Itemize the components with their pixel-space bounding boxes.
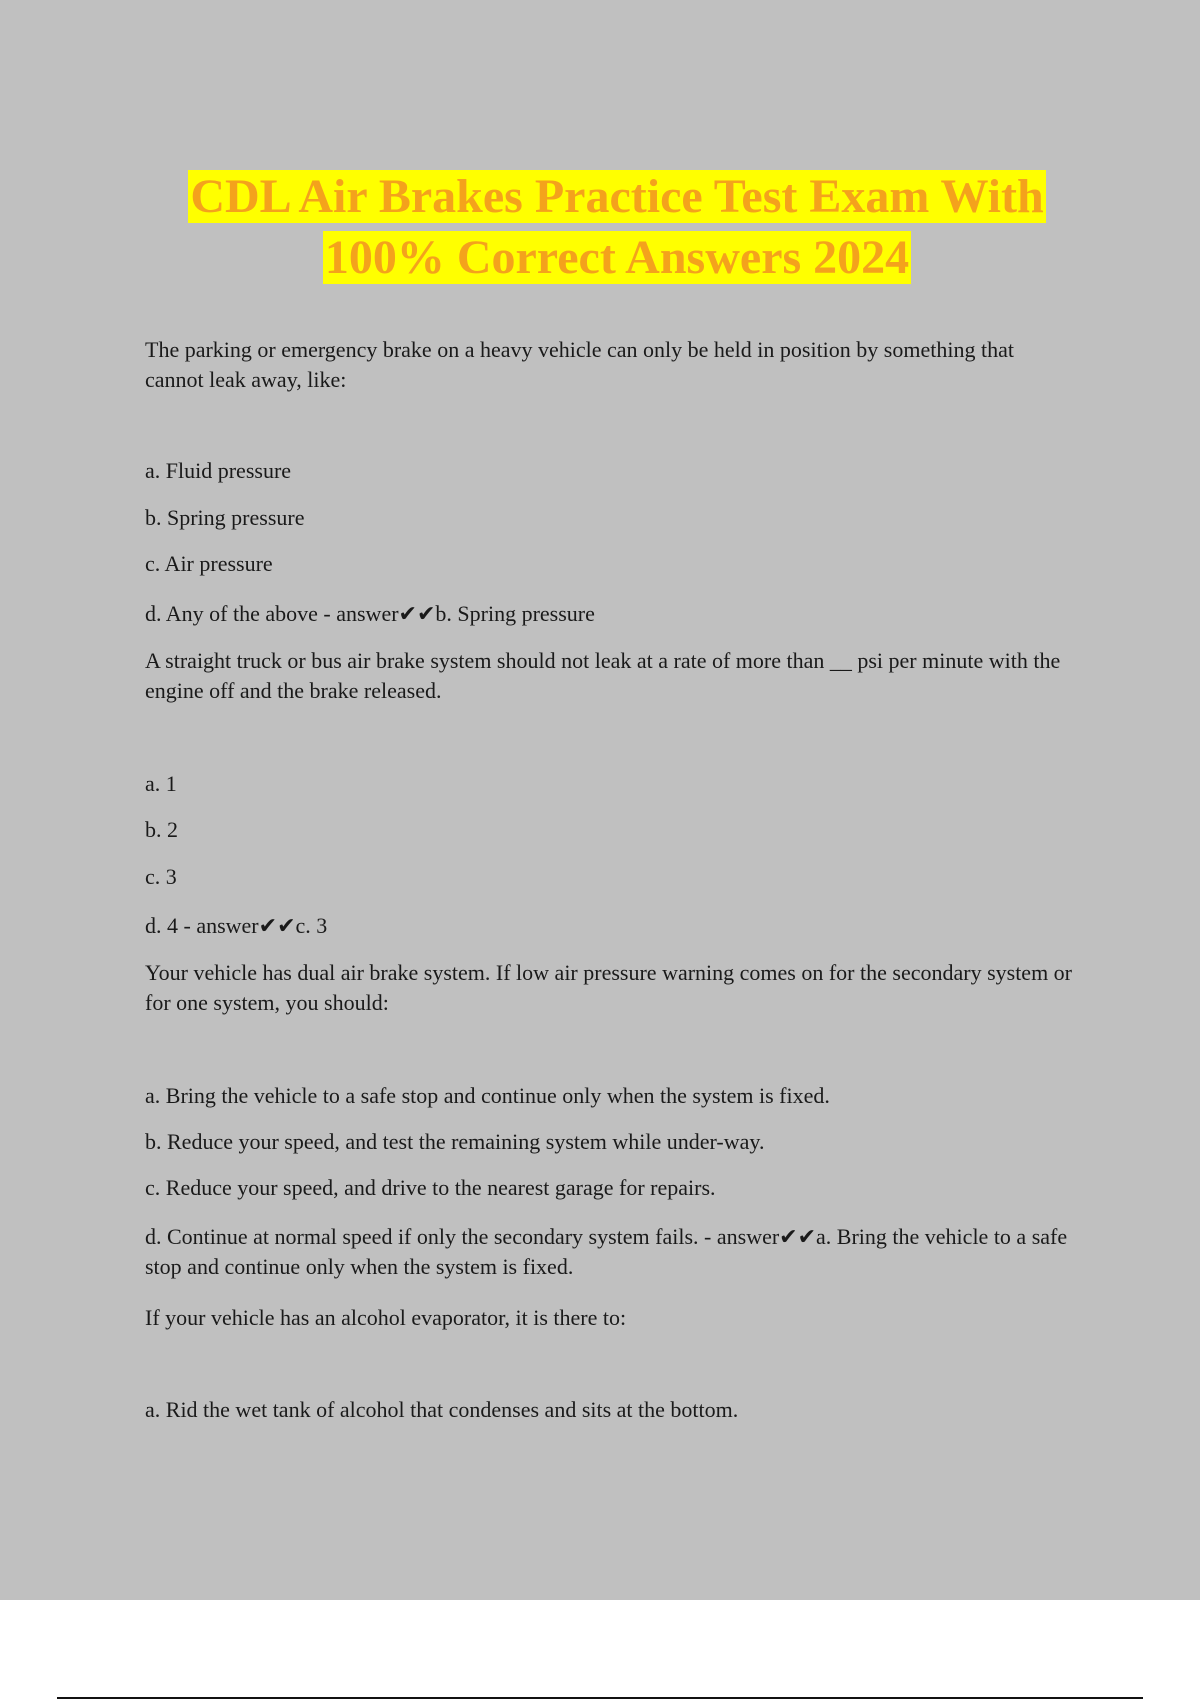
question-2-option-d-answer: d. 4 - answer✔✔c. 3 xyxy=(145,913,328,938)
document-title xyxy=(0,166,1200,288)
question-4-text: If your vehicle has an alcohol evaporator, it is there to: xyxy=(145,1305,627,1330)
page-gap xyxy=(0,1600,1200,1700)
question-3-option-a: a. Bring the vehicle to a safe stop and continue only when the system is fixed. xyxy=(145,1083,830,1108)
next-page-top-rule xyxy=(57,1697,1143,1699)
question-3-option-c: c. Reduce your speed, and drive to the nearest garage for repairs. xyxy=(145,1175,716,1200)
title-line-2: 100% Correct Answers 2024 xyxy=(324,231,910,284)
question-2-option-c: c. 3 xyxy=(145,864,177,889)
question-3-text: Your vehicle has dual air brake system. If low air pressure warning comes on for the secondary system or for one system, you should: xyxy=(145,960,1073,1015)
question-2-option-b: b. 2 xyxy=(145,817,178,842)
question-3-option-b: b. Reduce your speed, and test the remaining system while under-way. xyxy=(145,1129,765,1154)
question-2-text: A straight truck or bus air brake system should not leak at a rate of more than __ psi per minute with the engine off and the brake released. xyxy=(145,648,1061,703)
question-1-text: The parking or emergency brake on a heavy vehicle can only be held in position by something that cannot leak away, like: xyxy=(145,337,1014,392)
question-1-option-d-answer: d. Any of the above - answer✔✔b. Spring pressure xyxy=(145,601,595,626)
question-2-option-a: a. 1 xyxy=(145,771,177,796)
question-1-option-c: c. Air pressure xyxy=(145,551,273,576)
question-1-option-b: b. Spring pressure xyxy=(145,505,305,530)
question-3-option-d-answer: d. Continue at normal speed if only the secondary system fails. - answer✔✔a. Bring the vehicle to a safe stop and continue only when the system is fixed. xyxy=(145,1224,1068,1279)
title-line-1: CDL Air Brakes Practice Test Exam With xyxy=(190,170,1044,223)
question-1-option-a: a. Fluid pressure xyxy=(145,458,292,483)
question-4-option-a: a. Rid the wet tank of alcohol that condenses and sits at the bottom. xyxy=(145,1397,739,1422)
